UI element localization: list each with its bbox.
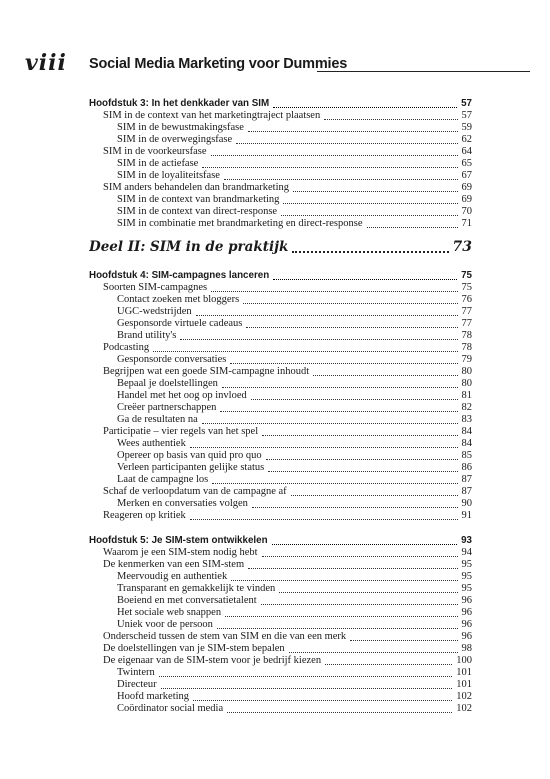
toc-leader-dots [350, 631, 457, 641]
toc-entry-title: SIM in combinatie met brandmarketing en direct-response [117, 218, 363, 229]
toc-entry-page: 73 [452, 239, 472, 255]
toc-entry [103, 547, 472, 559]
toc-entry-page: 95 [461, 559, 472, 570]
toc-leader-dots [231, 571, 457, 581]
toc-entry [103, 426, 472, 438]
toc-entry [117, 571, 472, 583]
toc-entry-title: Wees authentiek [117, 438, 186, 449]
toc-leader-dots [243, 294, 457, 304]
toc-leader-dots [161, 679, 453, 689]
toc-leader-dots [202, 158, 457, 168]
toc-entry-page: 96 [461, 595, 472, 606]
toc-entry [117, 595, 472, 607]
toc-leader-dots [313, 366, 457, 376]
toc-entry-page: 76 [461, 294, 472, 305]
toc-entry-title: Boeiend en met conversatietalent [117, 595, 257, 606]
toc-entry-title: Coördinator social media [117, 703, 224, 714]
toc-entry [103, 110, 472, 122]
toc-entry-page: 82 [461, 402, 472, 413]
toc-entry [117, 462, 472, 474]
toc-entry-page: 67 [461, 170, 472, 181]
toc-leader-dots [324, 110, 457, 120]
toc-leader-dots [180, 330, 457, 340]
toc-leader-dots [291, 486, 458, 496]
toc-entry [117, 667, 472, 679]
toc-entry-title: UGC-wedstrijden [117, 306, 192, 317]
toc-entry [117, 318, 472, 330]
toc-leader-dots [367, 218, 458, 228]
toc-entry-title: De kenmerken van een SIM-stem [103, 559, 245, 570]
toc-entry [117, 330, 472, 342]
toc-entry-page: 96 [461, 607, 472, 618]
toc-entry [117, 306, 472, 318]
toc-chapter [89, 98, 472, 110]
toc-leader-dots [261, 595, 458, 605]
toc-entry [117, 206, 472, 218]
toc-entry-title: Gesponsorde conversaties [117, 354, 227, 365]
toc-entry-page: 85 [461, 450, 472, 461]
toc-leader-dots [289, 643, 458, 653]
toc-entry-title: SIM in de bewustmakingsfase [117, 122, 244, 133]
toc-entry-page: 71 [461, 218, 472, 229]
toc-entry [103, 182, 472, 194]
toc-entry-page: 70 [461, 206, 472, 217]
toc-leader-dots [325, 655, 452, 665]
toc-entry-page: 90 [461, 498, 472, 509]
toc-entry-page: 100 [456, 655, 472, 666]
toc-entry [103, 559, 472, 571]
toc-entry-title: Het sociale web snappen [117, 607, 222, 618]
toc-entry-title: Creëer partnerschappen [117, 402, 217, 413]
toc-leader-dots [246, 318, 457, 328]
toc-entry-page: 96 [461, 631, 472, 642]
toc-entry-title: SIM in de context van direct-response [117, 206, 278, 217]
toc-entry [117, 402, 472, 414]
toc-leader-dots [268, 462, 457, 472]
toc-entry [117, 194, 472, 206]
toc-entry-title: Gesponsorde virtuele cadeaus [117, 318, 243, 329]
toc-entry-title: Hoofdstuk 3: In het denkkader van SIM [89, 98, 270, 109]
toc-entry-title: SIM in de actiefase [117, 158, 199, 169]
toc-entry-title: Soorten SIM-campagnes [103, 282, 208, 293]
toc-leader-dots [153, 342, 457, 352]
toc-leader-dots [248, 122, 458, 132]
toc-entry-title: De eigenaar van de SIM-stem voor je bedrijf kiezen [103, 655, 322, 666]
toc-entry-title: Handel met het oog op invloed [117, 390, 247, 401]
toc-entry [117, 679, 472, 691]
toc-leader-dots [217, 619, 458, 629]
toc-entry [103, 655, 472, 667]
toc-leader-dots [190, 438, 458, 448]
toc-entry-page: 57 [461, 98, 472, 109]
toc-entry-title: Transparant en gemakkelijk te vinden [117, 583, 276, 594]
toc-leader-dots [273, 270, 457, 280]
toc-entry [117, 619, 472, 631]
toc-entry-title: Deel II: SIM in de praktijk [89, 239, 289, 255]
toc-entry [117, 390, 472, 402]
toc-entry-title: Reageren op kritiek [103, 510, 186, 521]
toc-entry-page: 86 [461, 462, 472, 473]
toc-entry-page: 64 [461, 146, 472, 157]
toc-entry-title: Opereer op basis van quid pro quo [117, 450, 262, 461]
toc-leader-dots [230, 354, 457, 364]
toc-leader-dots [248, 559, 457, 569]
toc-leader-dots [292, 238, 448, 253]
toc-entry [103, 146, 472, 158]
toc-entry [117, 294, 472, 306]
toc-entry-title: SIM in de voorkeursfase [103, 146, 207, 157]
toc-entry [117, 583, 472, 595]
toc-leader-dots [281, 206, 457, 216]
toc-leader-dots [279, 583, 457, 593]
toc-entry-page: 84 [461, 438, 472, 449]
toc-entry [117, 474, 472, 486]
toc-entry-page: 81 [461, 390, 472, 401]
toc-leader-dots [202, 414, 458, 424]
toc-entry-title: Brand utility's [117, 330, 177, 341]
toc-entry-title: Hoofdstuk 5: Je SIM-stem ontwikkelen [89, 535, 268, 546]
toc-entry-page: 77 [461, 306, 472, 317]
toc-entry-page: 75 [461, 282, 472, 293]
toc-leader-dots [196, 306, 458, 316]
toc-entry [117, 691, 472, 703]
toc-leader-dots [224, 170, 458, 180]
toc-entry [117, 122, 472, 134]
toc-entry-title: SIM in de loyaliteitsfase [117, 170, 220, 181]
toc-part [89, 238, 472, 256]
toc-leader-dots [252, 498, 458, 508]
toc-entry-title: SIM in de overwegingsfase [117, 134, 233, 145]
book-title: Social Media Marketing voor Dummies [89, 56, 348, 72]
toc-entry-title: SIM in de context van brandmarketing [117, 194, 280, 205]
toc-leader-dots [193, 691, 452, 701]
toc-entry [103, 342, 472, 354]
toc-leader-dots [212, 474, 457, 484]
toc-entry [103, 643, 472, 655]
toc-entry-page: 69 [461, 194, 472, 205]
toc-entry-page: 78 [461, 342, 472, 353]
toc-entry-page: 65 [461, 158, 472, 169]
toc-entry-page: 102 [456, 703, 472, 714]
toc-entry [103, 631, 472, 643]
toc-entry-page: 79 [461, 354, 472, 365]
toc-entry-title: Hoofdstuk 4: SIM-campagnes lanceren [89, 270, 270, 281]
toc-leader-dots [222, 378, 458, 388]
toc-entry-page: 95 [461, 583, 472, 594]
toc-leader-dots [190, 510, 458, 520]
toc-entry [103, 486, 472, 498]
toc-leader-dots [272, 535, 458, 545]
toc-entry-title: SIM anders behandelen dan brandmarketing [103, 182, 290, 193]
toc-entry-title: Onderscheid tussen de stem van SIM en die van een merk [103, 631, 347, 642]
toc-entry-page: 59 [461, 122, 472, 133]
toc-entry-page: 83 [461, 414, 472, 425]
toc-entry-title: SIM in de context van het marketingtraject plaatsen [103, 110, 321, 121]
toc-entry-page: 80 [461, 378, 472, 389]
toc-entry-page: 80 [461, 366, 472, 377]
toc-entry-page: 98 [461, 643, 472, 654]
toc-entry [103, 510, 472, 522]
toc-entry-title: Participatie – vier regels van het spel [103, 426, 259, 437]
toc-leader-dots [273, 98, 457, 108]
toc-entry-page: 95 [461, 571, 472, 582]
toc-entry-title: De doelstellingen van je SIM-stem bepalen [103, 643, 285, 654]
toc-leader-dots [262, 426, 457, 436]
page-number: viii [25, 50, 67, 76]
toc-entry-title: Meervoudig en authentiek [117, 571, 228, 582]
toc-entry [117, 438, 472, 450]
header-rule [317, 71, 530, 72]
toc-entry-title: Laat de campagne los [117, 474, 209, 485]
toc-entry-title: Verleen participanten gelijke status [117, 462, 265, 473]
toc-entry-page: 101 [456, 667, 472, 678]
toc-entry [117, 498, 472, 510]
toc-entry-page: 102 [456, 691, 472, 702]
toc-entry [117, 450, 472, 462]
toc-entry-title: Hoofd marketing [117, 691, 190, 702]
toc-leader-dots [236, 134, 457, 144]
toc-leader-dots [266, 450, 458, 460]
toc-leader-dots [262, 547, 458, 557]
toc-entry [117, 703, 472, 715]
toc-entry [117, 134, 472, 146]
toc-entry-page: 78 [461, 330, 472, 341]
toc-leader-dots [293, 182, 457, 192]
toc-entry [117, 158, 472, 170]
toc-entry [117, 354, 472, 366]
toc-entry [117, 170, 472, 182]
toc-entry [117, 414, 472, 426]
toc-chapter [89, 270, 472, 282]
toc-entry-title: Schaf de verloopdatum van de campagne af [103, 486, 287, 497]
toc-entry-page: 87 [461, 474, 472, 485]
toc-entry-title: Twintern [117, 667, 155, 678]
toc-chapter [89, 535, 472, 547]
toc-entry-page: 57 [461, 110, 472, 121]
toc-entry-title: Bepaal je doelstellingen [117, 378, 218, 389]
toc-entry-title: Contact zoeken met bloggers [117, 294, 240, 305]
toc-entry [117, 607, 472, 619]
toc-entry-page: 75 [461, 270, 472, 281]
toc-leader-dots [211, 146, 458, 156]
toc-leader-dots [227, 703, 452, 713]
toc-entry [117, 218, 472, 230]
toc-entry-title: Waarom je een SIM-stem nodig hebt [103, 547, 258, 558]
toc-entry-page: 94 [461, 547, 472, 558]
toc-entry-page: 93 [461, 535, 472, 546]
toc-entry-page: 62 [461, 134, 472, 145]
toc-leader-dots [159, 667, 452, 677]
page-header [25, 52, 530, 76]
toc-leader-dots [283, 194, 457, 204]
toc-entry-title: Uniek voor de persoon [117, 619, 213, 630]
toc-entry-page: 84 [461, 426, 472, 437]
toc-leader-dots [225, 607, 457, 617]
toc-entry [103, 366, 472, 378]
toc-entry-page: 91 [461, 510, 472, 521]
toc-entry-page: 87 [461, 486, 472, 497]
toc-entry-page: 96 [461, 619, 472, 630]
toc-leader-dots [211, 282, 457, 292]
toc-entry-title: Directeur [117, 679, 157, 690]
toc-entry-title: Podcasting [103, 342, 150, 353]
toc-entry-page: 77 [461, 318, 472, 329]
toc-entry-page: 69 [461, 182, 472, 193]
toc-entry-title: Begrijpen wat een goede SIM-campagne inhoudt [103, 366, 310, 377]
toc-entry-title: Merken en conversaties volgen [117, 498, 248, 509]
toc-entry-title: Ga de resultaten na [117, 414, 198, 425]
toc-entry [117, 378, 472, 390]
toc-entry-page: 101 [456, 679, 472, 690]
toc-leader-dots [251, 390, 458, 400]
toc-leader-dots [220, 402, 457, 412]
toc-entry [103, 282, 472, 294]
